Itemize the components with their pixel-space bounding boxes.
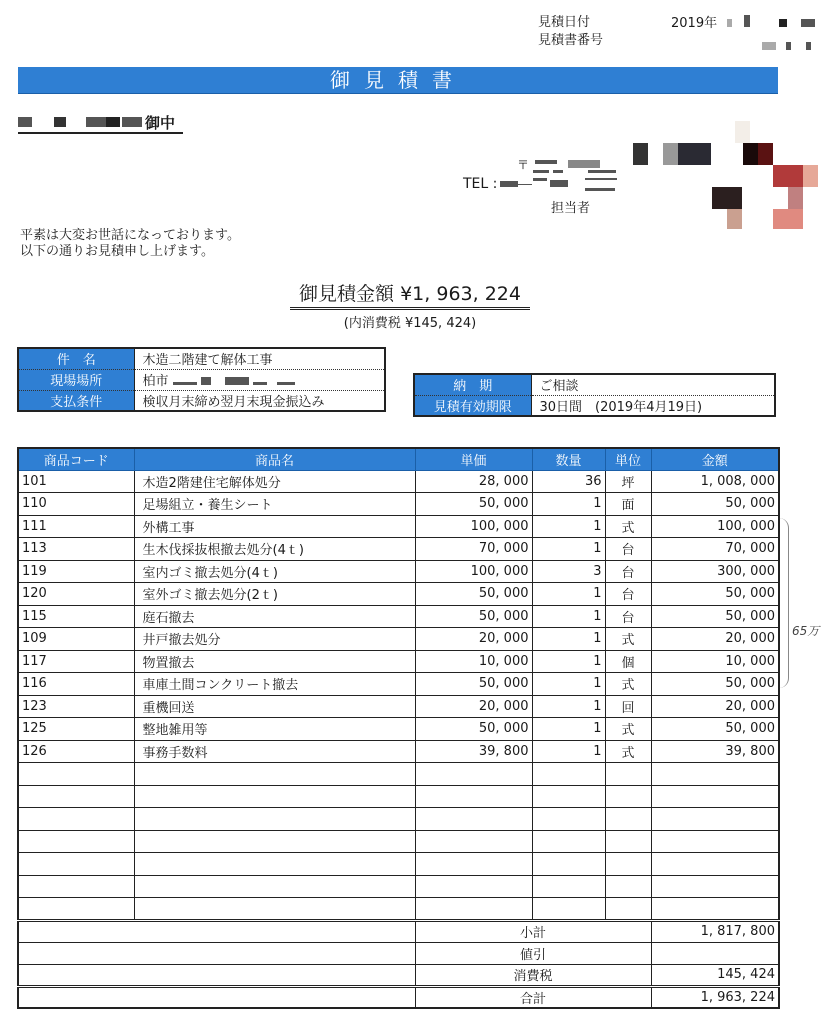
summary-blank-cell <box>18 964 415 986</box>
table-row-empty <box>18 808 779 831</box>
table-row <box>18 493 779 516</box>
table-row <box>18 470 779 493</box>
item-quantity: 36 <box>532 470 605 493</box>
item-unit: 式 <box>605 718 651 741</box>
item-amount: 50, 000 <box>651 718 779 741</box>
item-amount: 20, 000 <box>651 628 779 651</box>
item-code: 116 <box>18 673 134 696</box>
empty-cell <box>415 898 532 921</box>
item-amount: 100, 000 <box>651 515 779 538</box>
item-name: 室内ゴミ撤去処分(4ｔ) <box>134 560 415 583</box>
empty-cell <box>415 853 532 876</box>
item-name: 整地雑用等 <box>134 718 415 741</box>
estimate-number-label: 見積書番号 <box>538 33 604 48</box>
table-row <box>18 718 779 741</box>
table-header-row <box>18 448 779 470</box>
document-title: 御見積書 <box>18 67 778 94</box>
summary-blank-cell <box>18 942 415 964</box>
empty-cell <box>532 785 605 808</box>
total-amount-line <box>290 279 530 310</box>
item-unit-price: 50, 000 <box>415 605 532 628</box>
redacted-estimate-number <box>762 35 811 54</box>
table-row <box>18 515 779 538</box>
item-quantity: 1 <box>532 538 605 561</box>
handwritten-brace <box>779 518 789 688</box>
item-unit: 式 <box>605 628 651 651</box>
item-quantity: 1 <box>532 673 605 696</box>
info-value: 柏市 <box>134 369 385 390</box>
empty-cell <box>651 898 779 921</box>
summary-row <box>18 942 779 964</box>
item-quantity: 1 <box>532 583 605 606</box>
item-code: 101 <box>18 470 134 493</box>
item-name: 物置撤去 <box>134 650 415 673</box>
item-amount: 300, 000 <box>651 560 779 583</box>
info-value: ご相談 <box>531 374 775 395</box>
empty-cell <box>651 763 779 786</box>
item-code: 126 <box>18 740 134 763</box>
info-key: 見積有効期限 <box>414 395 531 416</box>
table-row-empty <box>18 785 779 808</box>
item-quantity: 1 <box>532 515 605 538</box>
item-amount: 20, 000 <box>651 695 779 718</box>
column-header-amount: 金額 <box>651 448 779 470</box>
empty-cell <box>134 808 415 831</box>
item-unit-price: 50, 000 <box>415 583 532 606</box>
empty-cell <box>605 763 651 786</box>
item-code: 111 <box>18 515 134 538</box>
item-name: 木造2階建住宅解体処分 <box>134 470 415 493</box>
item-amount: 39, 800 <box>651 740 779 763</box>
header-meta-labels <box>538 14 603 50</box>
summary-label: 値引 <box>415 942 651 964</box>
item-unit: 面 <box>605 493 651 516</box>
item-unit-price: 70, 000 <box>415 538 532 561</box>
item-quantity: 1 <box>532 605 605 628</box>
empty-cell <box>651 875 779 898</box>
item-name: 重機回送 <box>134 695 415 718</box>
table-row-empty <box>18 830 779 853</box>
item-unit: 個 <box>605 650 651 673</box>
summary-blank-cell <box>18 986 415 1008</box>
empty-cell <box>651 830 779 853</box>
column-header-quantity: 数量 <box>532 448 605 470</box>
item-code: 110 <box>18 493 134 516</box>
item-name: 室外ゴミ撤去処分(2ｔ) <box>134 583 415 606</box>
item-unit: 台 <box>605 583 651 606</box>
item-amount: 10, 000 <box>651 650 779 673</box>
item-name: 足場組立・養生シート <box>134 493 415 516</box>
info-key: 支払条件 <box>18 390 134 411</box>
table-row <box>18 695 779 718</box>
item-quantity: 1 <box>532 493 605 516</box>
summary-blank-cell <box>18 920 415 942</box>
item-unit: 台 <box>605 605 651 628</box>
item-unit-price: 100, 000 <box>415 515 532 538</box>
empty-cell <box>18 853 134 876</box>
empty-cell <box>134 898 415 921</box>
summary-label: 小計 <box>415 920 651 942</box>
item-unit-price: 39, 800 <box>415 740 532 763</box>
estimate-date-value: 2019年 <box>671 12 815 31</box>
item-unit: 台 <box>605 538 651 561</box>
item-unit: 式 <box>605 740 651 763</box>
empty-cell <box>605 785 651 808</box>
item-unit-price: 20, 000 <box>415 695 532 718</box>
tel-label: TEL : <box>463 176 498 192</box>
item-code: 113 <box>18 538 134 561</box>
empty-cell <box>134 763 415 786</box>
item-unit-price: 50, 000 <box>415 718 532 741</box>
item-quantity: 1 <box>532 628 605 651</box>
info-key: 件 名 <box>18 348 134 369</box>
item-unit-price: 50, 000 <box>415 673 532 696</box>
redacted-block <box>779 19 787 27</box>
estimate-date-label: 見積日付 <box>538 15 591 30</box>
item-code: 117 <box>18 650 134 673</box>
total-label: 御見積金額 <box>299 283 395 305</box>
empty-cell <box>532 763 605 786</box>
empty-cell <box>532 853 605 876</box>
info-row <box>414 374 775 395</box>
empty-cell <box>605 853 651 876</box>
person-in-charge-label: 担当者 <box>551 201 591 216</box>
empty-cell <box>415 785 532 808</box>
empty-cell <box>415 875 532 898</box>
item-amount: 50, 000 <box>651 673 779 696</box>
empty-cell <box>532 875 605 898</box>
column-header-code: 商品コード <box>18 448 134 470</box>
table-row-empty <box>18 763 779 786</box>
item-quantity: 1 <box>532 718 605 741</box>
item-quantity: 1 <box>532 740 605 763</box>
empty-cell <box>651 785 779 808</box>
summary-row <box>18 986 779 1008</box>
column-header-name: 商品名 <box>134 448 415 470</box>
info-value: 検収月末締め翌月末現金振込み <box>142 394 325 410</box>
empty-cell <box>651 853 779 876</box>
empty-cell <box>651 808 779 831</box>
item-unit-price: 100, 000 <box>415 560 532 583</box>
item-code: 119 <box>18 560 134 583</box>
empty-cell <box>134 875 415 898</box>
item-name: 外構工事 <box>134 515 415 538</box>
item-unit: 台 <box>605 560 651 583</box>
empty-cell <box>605 898 651 921</box>
empty-cell <box>18 763 134 786</box>
info-row <box>18 369 385 390</box>
empty-cell <box>532 830 605 853</box>
table-row-empty <box>18 875 779 898</box>
item-name: 生木伐採抜根撤去処分(4ｔ) <box>134 538 415 561</box>
client-suffix: 御中 <box>145 114 176 132</box>
item-code: 123 <box>18 695 134 718</box>
summary-value: 1, 817, 800 <box>651 920 779 942</box>
empty-cell <box>134 785 415 808</box>
summary-row <box>18 964 779 986</box>
postal-mark: 〒 <box>517 158 530 172</box>
item-name: 事務手数料 <box>134 740 415 763</box>
info-row <box>18 390 385 411</box>
table-row <box>18 583 779 606</box>
table-row-empty <box>18 853 779 876</box>
table-row <box>18 740 779 763</box>
info-key: 現場場所 <box>18 369 134 390</box>
summary-value: 145, 424 <box>651 964 779 986</box>
empty-cell <box>18 830 134 853</box>
item-unit-price: 50, 000 <box>415 493 532 516</box>
redacted-block <box>744 15 750 27</box>
info-key: 納 期 <box>414 374 531 395</box>
delivery-info-table <box>413 373 776 417</box>
item-code: 120 <box>18 583 134 606</box>
redacted-block <box>801 19 815 27</box>
item-quantity: 1 <box>532 695 605 718</box>
greeting-text: 平素は大変お世話になっております。 以下の通りお見積申し上げます。 <box>20 228 240 259</box>
line-items-table <box>17 447 780 1009</box>
item-unit: 回 <box>605 695 651 718</box>
empty-cell <box>605 808 651 831</box>
empty-cell <box>532 808 605 831</box>
handwritten-note: 65万 <box>792 624 820 638</box>
item-unit: 式 <box>605 673 651 696</box>
summary-label: 合計 <box>415 986 651 1008</box>
empty-cell <box>605 875 651 898</box>
empty-cell <box>18 875 134 898</box>
item-amount: 70, 000 <box>651 538 779 561</box>
tax-included-note: (内消費税 ¥145, 424) <box>343 316 477 331</box>
item-code: 115 <box>18 605 134 628</box>
item-code: 125 <box>18 718 134 741</box>
empty-cell <box>18 898 134 921</box>
item-unit-price: 28, 000 <box>415 470 532 493</box>
item-name: 庭石撤去 <box>134 605 415 628</box>
client-name <box>18 112 183 134</box>
info-row <box>18 348 385 369</box>
estimate-total <box>290 279 530 331</box>
table-row <box>18 628 779 651</box>
redacted-site-address <box>173 374 296 389</box>
summary-label: 消費税 <box>415 964 651 986</box>
table-row <box>18 538 779 561</box>
summary-value: 1, 963, 224 <box>651 986 779 1008</box>
info-value: 30日間 (2019年4月19日) <box>539 399 703 415</box>
empty-cell <box>415 763 532 786</box>
item-code: 109 <box>18 628 134 651</box>
item-name: 井戸撤去処分 <box>134 628 415 651</box>
item-name: 車庫土間コンクリート撤去 <box>134 673 415 696</box>
item-amount: 50, 000 <box>651 493 779 516</box>
item-quantity: 1 <box>532 650 605 673</box>
empty-cell <box>134 830 415 853</box>
table-row <box>18 673 779 696</box>
table-row-empty <box>18 898 779 921</box>
project-info-table <box>17 347 386 412</box>
empty-cell <box>18 808 134 831</box>
item-unit-price: 20, 000 <box>415 628 532 651</box>
item-unit: 坪 <box>605 470 651 493</box>
item-unit: 式 <box>605 515 651 538</box>
summary-row <box>18 920 779 942</box>
info-row <box>414 395 775 416</box>
empty-cell <box>415 808 532 831</box>
empty-cell <box>532 898 605 921</box>
table-row <box>18 650 779 673</box>
item-unit-price: 10, 000 <box>415 650 532 673</box>
column-header-unit: 単位 <box>605 448 651 470</box>
column-header-unit-price: 単価 <box>415 448 532 470</box>
total-amount: ¥1, 963, 224 <box>400 283 521 305</box>
empty-cell <box>134 853 415 876</box>
table-row <box>18 560 779 583</box>
item-amount: 50, 000 <box>651 583 779 606</box>
table-row <box>18 605 779 628</box>
item-amount: 50, 000 <box>651 605 779 628</box>
empty-cell <box>18 785 134 808</box>
empty-cell <box>605 830 651 853</box>
empty-cell <box>415 830 532 853</box>
summary-value <box>651 942 779 964</box>
item-amount: 1, 008, 000 <box>651 470 779 493</box>
item-quantity: 3 <box>532 560 605 583</box>
redacted-block <box>727 19 732 27</box>
info-value: 木造二階建て解体工事 <box>134 348 385 369</box>
